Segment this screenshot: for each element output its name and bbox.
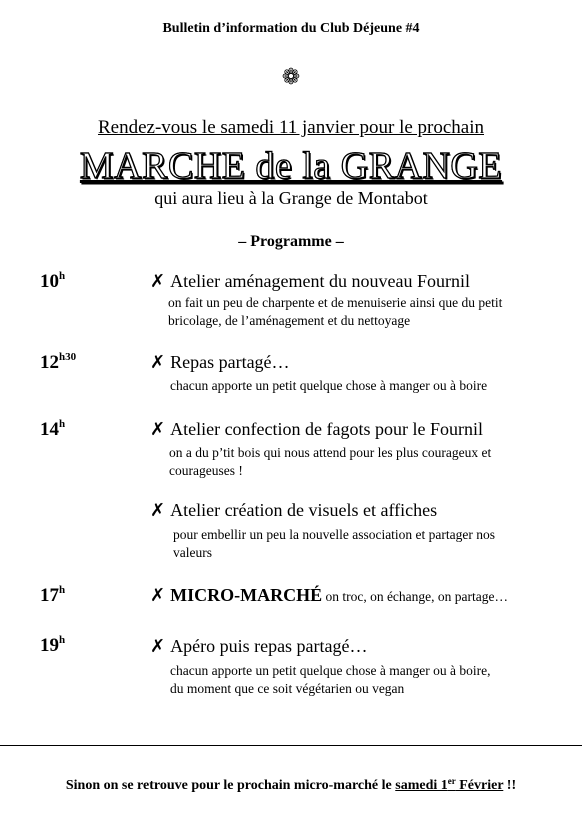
time-12h30: $12^{h30}$ [40, 351, 77, 373]
footer-date: samedi 1er Février [395, 776, 504, 793]
activity-fagots-desc: on a du p’tit bois qui nous attend pour les plus courageux et courageuses ! [169, 445, 492, 478]
cross-mark-icon: ✗ [150, 500, 166, 520]
activity-apero: ✗ Apéro puis repas partagé… [150, 636, 368, 656]
activity-fournil: ✗ Atelier aménagement du nouveau Fournil [150, 271, 471, 291]
programme-heading: – Programme – [238, 233, 344, 250]
activity-apero-desc: chacun apporte un petit quelque chose à manger ou à boire, du moment que ce soit végétarien ou vegan [170, 663, 491, 696]
cross-mark-icon: ✗ [150, 636, 166, 656]
flower-ornament-icon: ❁ [281, 64, 301, 89]
time-17h: 17$^h$ [40, 584, 66, 606]
activity-micro-marche: ✗ MICRO-MARCHÉ on troc, on échange, on partage… [150, 585, 509, 605]
cross-mark-icon: ✗ [150, 419, 166, 439]
activity-visuels-desc: pour embellir un peu la nouvelle association et partager nos valeurs [173, 527, 496, 560]
activity-visuels: ✗ Atelier création de visuels et affiches [150, 500, 438, 520]
cross-mark-icon: ✗ [150, 271, 166, 291]
bulletin-title: Bulletin d’information du Club Déjeune #4 [162, 21, 420, 36]
divider [0, 745, 582, 746]
cross-mark-icon: ✗ [150, 352, 166, 372]
activity-fagots: ✗ Atelier confection de fagots pour le Fournil [150, 419, 484, 439]
rendezvous-line: Rendez-vous le samedi 11 janvier pour le prochain [97, 117, 485, 138]
time-14h: 14$^h$ [40, 418, 66, 440]
event-title: MARCHE de la GRANGE [79, 145, 503, 187]
footer-note: Sinon on se retrouve pour le prochain micro-marché le samedi 1er Février !! [65, 776, 517, 793]
activity-repas-desc: chacun apporte un petit quelque chose à manger ou à boire [170, 378, 488, 393]
activity-repas: ✗ Repas partagé… [150, 352, 290, 372]
cross-mark-icon: ✗ [150, 585, 166, 605]
time-10h: 10$^h$ [40, 270, 66, 292]
event-location: qui aura lieu à la Grange de Montabot [154, 188, 428, 208]
activity-fournil-desc: on fait un peu de charpente et de menuiserie ainsi que du petit bricolage, de l’aménagement et du nettoyage [168, 295, 503, 328]
time-19h: 19$^h$ [40, 634, 66, 656]
